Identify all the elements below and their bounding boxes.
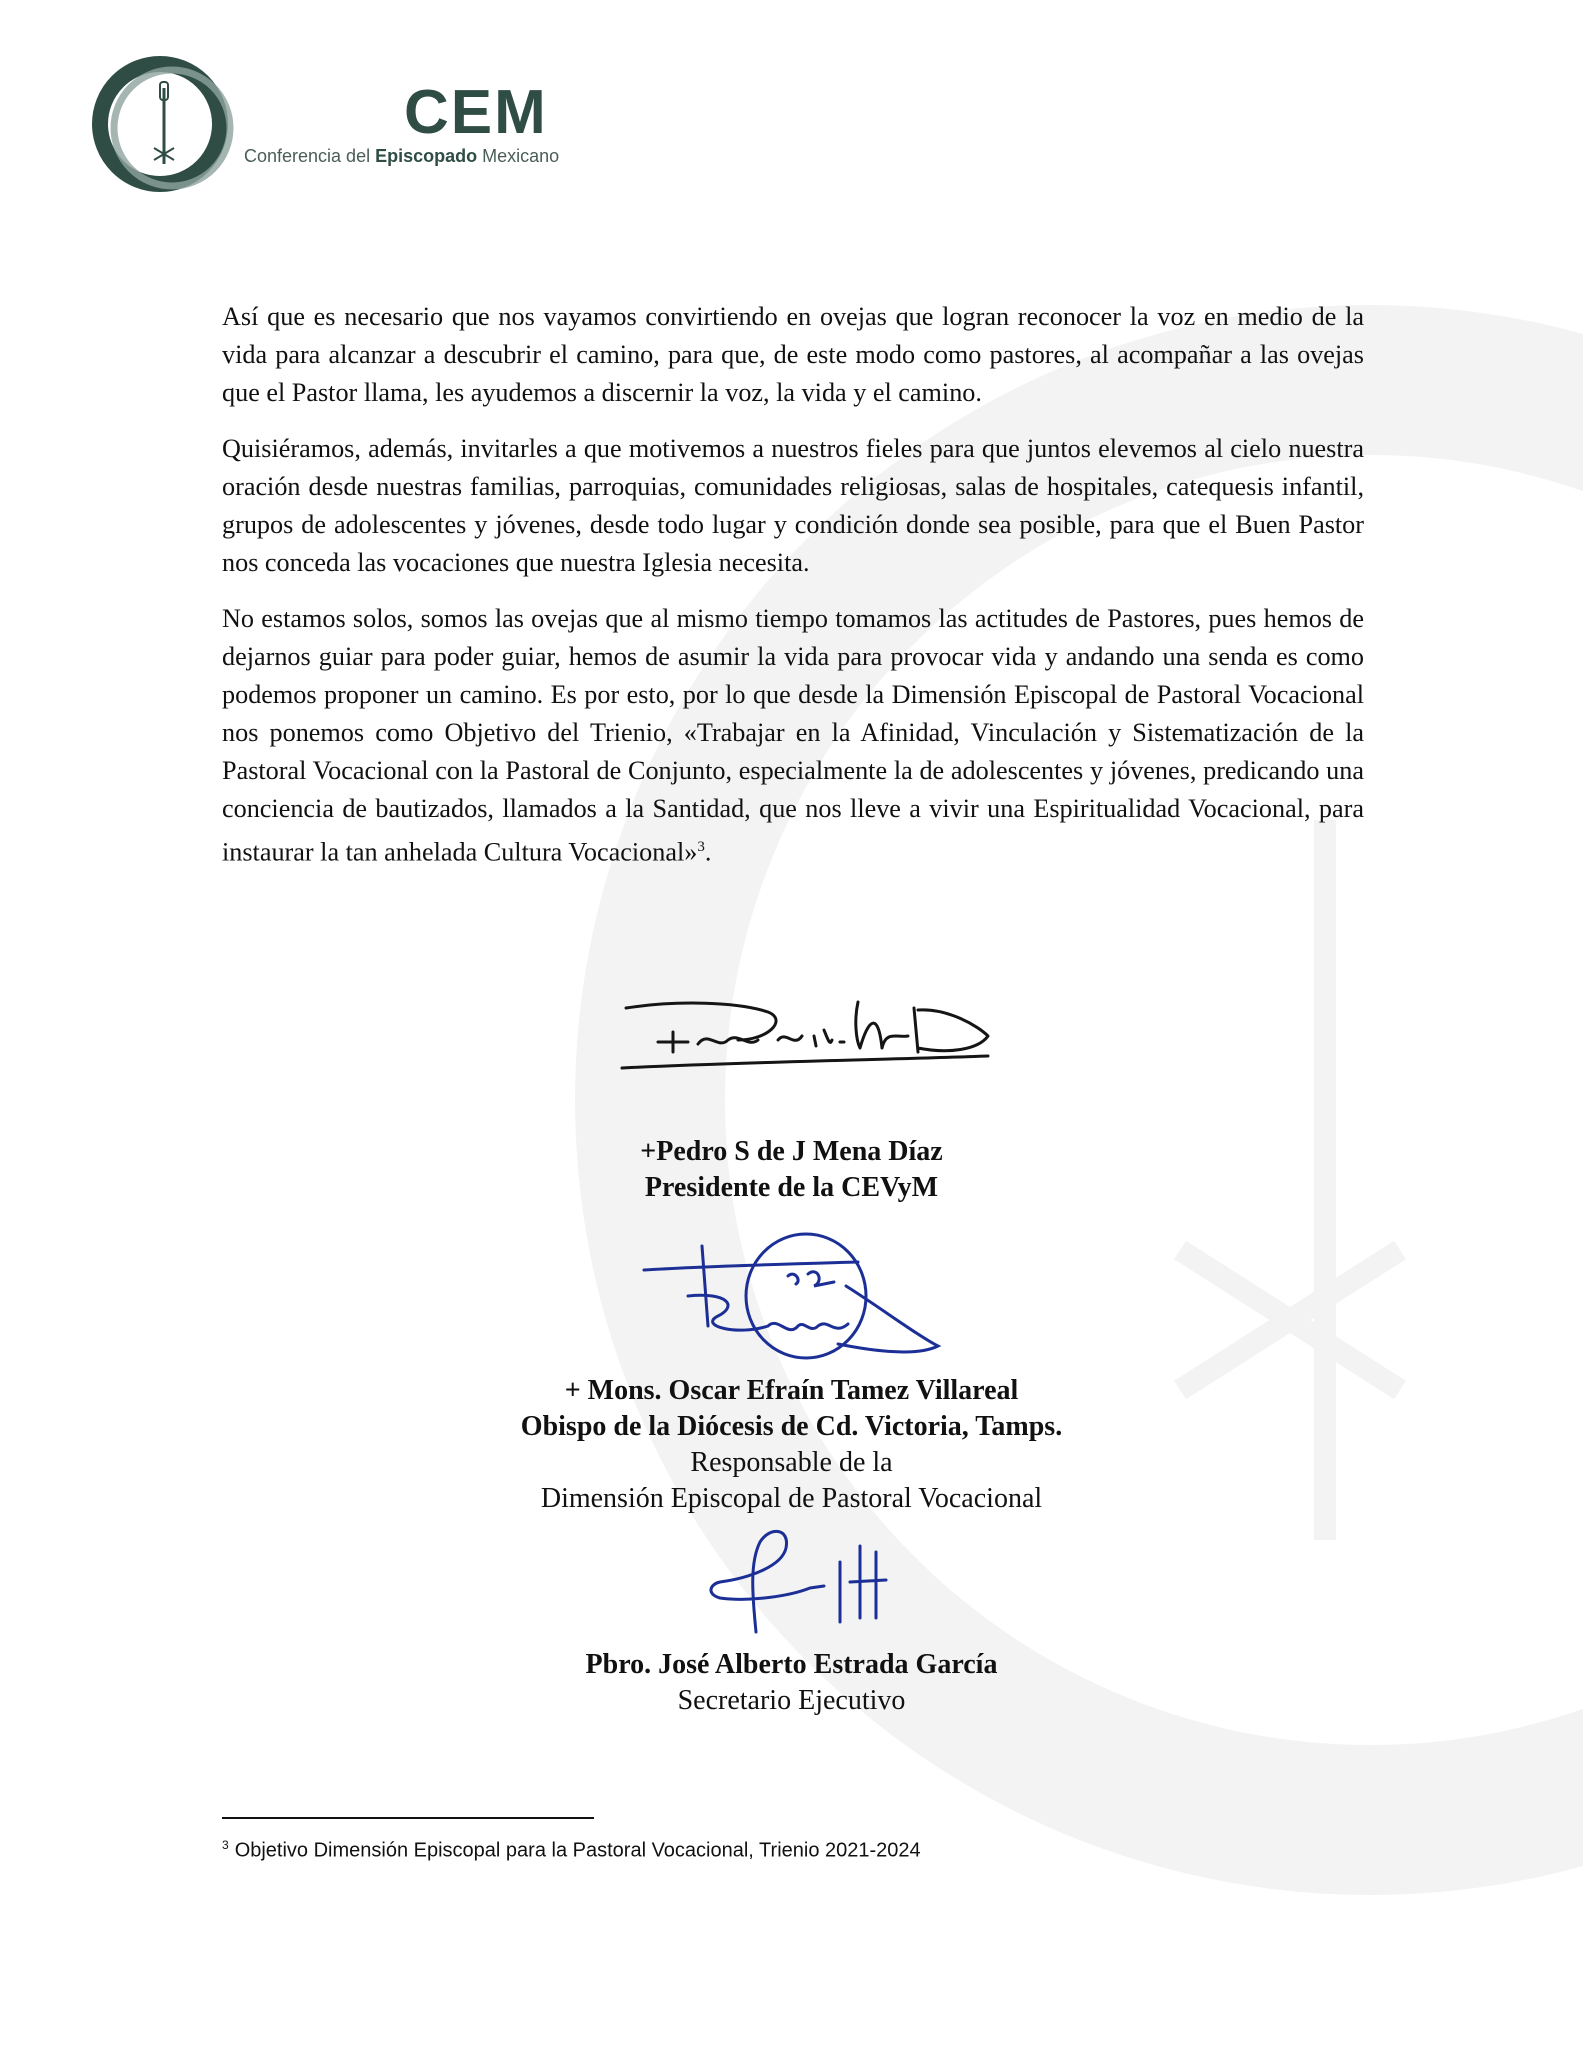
signatory-3-name: Pbro. José Alberto Estrada García <box>585 1649 998 1680</box>
brand-sub-post: Mexicano <box>477 146 560 166</box>
signatory-1 <box>0 1134 1583 1206</box>
footnote-rule <box>222 1817 594 1819</box>
paragraph-3-period: . <box>704 837 712 867</box>
signatory-1-title: Presidente de la CEVyM <box>644 1172 939 1203</box>
signatory-2-name: + Mons. Oscar Efraín Tamez Villareal <box>564 1375 1019 1406</box>
paragraph-2: Quisiéramos, además, invitarles a que motivemos a nuestros fieles para que juntos elevemos al cielo nuestra oración desde nuestras familias, parroquias, comunidades religiosas, salas de hospitales, catequesis infantil, grupos de adolescentes y jóvenes, desde todo lugar y condición donde sea posible, para que el Buen Pastor nos conceda las vocaciones que nuestra Iglesia necesita. <box>222 434 1364 577</box>
footnote-text: Objetivo Dimensión Episcopal para la Pastoral Vocacional, Trienio 2021-2024 <box>234 1839 921 1862</box>
signatory-2-title: Obispo de la Diócesis de Cd. Victoria, Tamps. <box>520 1411 1063 1442</box>
paragraph-3 <box>222 600 1364 872</box>
paragraph-3-text: No estamos solos, somos las ovejas que al mismo tiempo tomamos las actitudes de Pastores, pues hemos de dejarnos guiar para poder guiar, hemos de asumir la vida para provocar vida y andando una senda es como podemos proponer un camino. Es por esto, por lo que desde la Dimensión Episcopal de Pastoral Vocacional nos ponemos como Objetivo del Trienio, «Trabajar en la Afinidad, Vinculación y Sistematización de la Pastoral Vocacional con la Pastoral de Conjunto, especialmente la de adolescentes y jóvenes, predicando una conciencia de bautizados, llamados a la Santidad, que nos lleve a vivir una Espiritualidad Vocacional, para instaurar la tan anhelada Cultura Vocacional» <box>222 604 1364 867</box>
signatory-3-title: Secretario Ejecutivo <box>677 1685 906 1716</box>
brand-subtitle <box>244 146 559 167</box>
signatory-2-role-line1: Responsable de la <box>690 1447 893 1478</box>
brand-sub-bold: Episcopado <box>375 146 478 166</box>
footnote-number: 3 <box>222 1838 229 1852</box>
letterhead <box>88 52 608 202</box>
signature-mena <box>618 990 1008 1090</box>
footnote <box>222 1838 921 1863</box>
cem-circle-cross-icon <box>88 52 238 202</box>
signature-tamez <box>638 1226 958 1376</box>
paragraph-1: Así que es necesario que nos vayamos convirtiendo en ovejas que logran reconocer la voz en medio de la vida para alcanzar a descubrir el camino, para que, de este modo como pastores, al acompañar a las ovejas que el Pastor llama, les ayudemos a discernir la voz, la vida y el camino. <box>222 302 1364 407</box>
signatory-3 <box>0 1647 1583 1719</box>
letter-body <box>222 298 1364 890</box>
signatory-1-name: +Pedro S de J Mena Díaz <box>640 1136 943 1167</box>
signature-estrada <box>690 1522 910 1642</box>
footnote-ref: 3 <box>697 839 705 855</box>
brand-sub-pre: Conferencia del <box>244 146 376 166</box>
signatory-2 <box>0 1373 1583 1517</box>
signatory-2-role-line2: Dimensión Episcopal de Pastoral Vocacional <box>540 1483 1043 1514</box>
brand-acronym: CEM <box>404 78 548 147</box>
